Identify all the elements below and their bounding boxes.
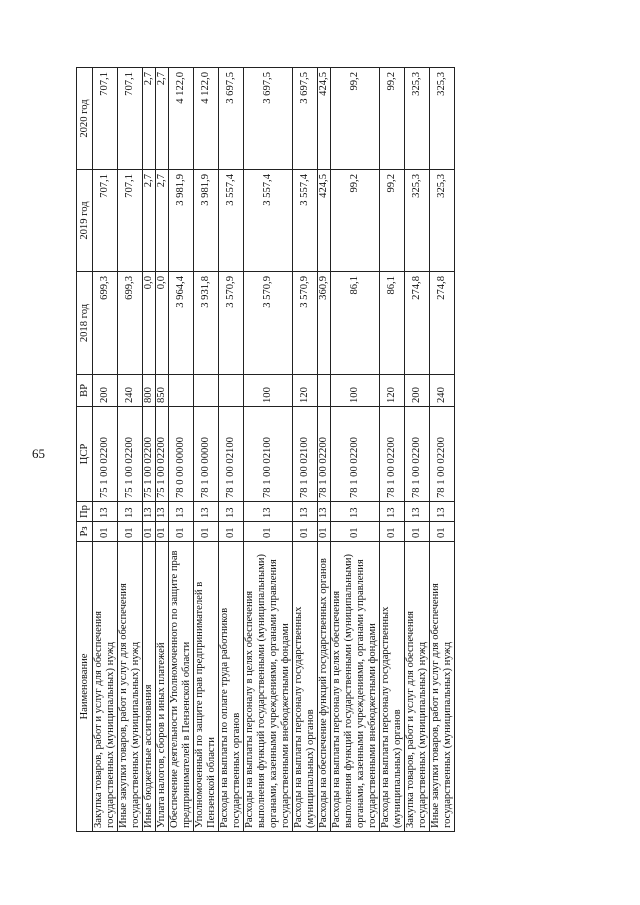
budget-table (76, 67, 455, 832)
cell-name: Закупка товаров, работ и услуг для обеспечения государственных (муниципальных) нужд (93, 542, 118, 832)
cell-2020: 2,7 (143, 68, 156, 170)
cell-2020: 4 122,0 (194, 68, 219, 170)
table-row (430, 68, 455, 832)
cell-csr: 78 1 00 02200 (405, 407, 430, 502)
cell-csr: 75 1 00 02200 (118, 407, 143, 502)
cell-vr: 850 (156, 375, 169, 407)
cell-pr: 13 (380, 502, 405, 522)
cell-name: Расходы на выплаты персоналу государственных (муниципальных) органов (380, 542, 405, 832)
cell-2018: 274,8 (405, 272, 430, 375)
table-header-row (77, 68, 93, 832)
cell-pr: 13 (405, 502, 430, 522)
cell-csr: 75 1 00 02200 (143, 407, 156, 502)
header-rz: Рз (77, 522, 93, 542)
cell-rz: 01 (156, 522, 169, 542)
table-row (169, 68, 194, 832)
cell-2018: 3 570,9 (293, 272, 318, 375)
page-number: 65 (32, 446, 45, 461)
cell-2019: 3 981,9 (194, 170, 219, 272)
cell-pr: 13 (143, 502, 156, 522)
cell-2020: 325,3 (405, 68, 430, 170)
cell-2018: 0,0 (143, 272, 156, 375)
cell-2018: 86,1 (331, 272, 380, 375)
cell-pr: 13 (194, 502, 219, 522)
table-row (405, 68, 430, 832)
cell-2018: 86,1 (380, 272, 405, 375)
cell-rz: 01 (380, 522, 405, 542)
cell-2019: 424,5 (318, 170, 331, 272)
header-vr: ВР (77, 375, 93, 407)
cell-rz: 01 (318, 522, 331, 542)
table-row (143, 68, 156, 832)
cell-name: Расходы на выплаты персоналу государственных (муниципальных) органов (293, 542, 318, 832)
table-row (318, 68, 331, 832)
cell-name: Иные бюджетные ассигнования (143, 542, 156, 832)
cell-name: Расходы на выплаты персоналу в целях обеспечения выполнения функций государственными (муниципальными) органами, казенными учреждениями, органами управления государственными внебюджетными фондами (244, 542, 293, 832)
cell-csr: 78 1 00 02200 (430, 407, 455, 502)
header-name: Наименование (77, 542, 93, 832)
cell-2020: 707,1 (118, 68, 143, 170)
cell-name: Уплата налогов, сборов и иных платежей (156, 542, 169, 832)
cell-rz: 01 (430, 522, 455, 542)
table-row (380, 68, 405, 832)
cell-rz: 01 (194, 522, 219, 542)
cell-2019: 99,2 (331, 170, 380, 272)
cell-rz: 01 (93, 522, 118, 542)
cell-csr: 78 0 00 00000 (169, 407, 194, 502)
cell-2019: 325,3 (430, 170, 455, 272)
cell-name: Расходы на выплаты персоналу в целях обеспечения выполнения функций государственными (муниципальными) органами, казенными учреждениями, органами управления государственными внебюджетными фондами (331, 542, 380, 832)
cell-pr: 13 (219, 502, 244, 522)
table-row (93, 68, 118, 832)
cell-rz: 01 (405, 522, 430, 542)
cell-2019: 99,2 (380, 170, 405, 272)
cell-2019: 3 557,4 (219, 170, 244, 272)
header-csr: ЦСР (77, 407, 93, 502)
cell-rz: 01 (244, 522, 293, 542)
cell-vr: 120 (293, 375, 318, 407)
cell-csr: 78 1 00 02100 (244, 407, 293, 502)
cell-rz: 01 (143, 522, 156, 542)
cell-csr: 78 1 00 02200 (318, 407, 331, 502)
cell-csr: 78 1 00 02100 (219, 407, 244, 502)
cell-vr (194, 375, 219, 407)
cell-csr: 75 1 00 02200 (93, 407, 118, 502)
cell-pr: 13 (293, 502, 318, 522)
cell-name: Расходы на выплаты по оплате труда работников государственных органов (219, 542, 244, 832)
cell-pr: 13 (118, 502, 143, 522)
cell-pr: 13 (156, 502, 169, 522)
cell-2019: 325,3 (405, 170, 430, 272)
cell-2018: 360,9 (318, 272, 331, 375)
cell-csr: 75 1 00 02200 (156, 407, 169, 502)
cell-2018: 3 570,9 (244, 272, 293, 375)
cell-2018: 699,3 (118, 272, 143, 375)
cell-2019: 2,7 (156, 170, 169, 272)
cell-2018: 699,3 (93, 272, 118, 375)
cell-name: Обеспечение деятельности Уполномоченного по защите прав предпринимателей в Пензенской области (169, 542, 194, 832)
cell-2019: 707,1 (118, 170, 143, 272)
cell-2019: 3 557,4 (244, 170, 293, 272)
table-row (194, 68, 219, 832)
cell-2019: 3 981,9 (169, 170, 194, 272)
cell-pr: 13 (93, 502, 118, 522)
header-pr: Пр (77, 502, 93, 522)
cell-name: Уполномоченный по защите прав предпринимателей в Пензенской области (194, 542, 219, 832)
cell-vr (219, 375, 244, 407)
cell-2020: 707,1 (93, 68, 118, 170)
cell-2018: 3 931,8 (194, 272, 219, 375)
cell-vr: 200 (405, 375, 430, 407)
header-2020: 2020 год (77, 68, 93, 170)
cell-pr: 13 (430, 502, 455, 522)
cell-vr: 240 (430, 375, 455, 407)
cell-vr (169, 375, 194, 407)
cell-2018: 274,8 (430, 272, 455, 375)
cell-vr: 200 (93, 375, 118, 407)
cell-rz: 01 (219, 522, 244, 542)
table-row (219, 68, 244, 832)
cell-pr: 13 (244, 502, 293, 522)
cell-csr: 78 1 00 02200 (380, 407, 405, 502)
cell-csr: 78 1 00 02100 (293, 407, 318, 502)
cell-rz: 01 (169, 522, 194, 542)
header-2018: 2018 год (77, 272, 93, 375)
cell-2019: 3 557,4 (293, 170, 318, 272)
cell-2018: 0,0 (156, 272, 169, 375)
cell-2020: 2,7 (156, 68, 169, 170)
cell-vr: 800 (143, 375, 156, 407)
header-2019: 2019 год (77, 170, 93, 272)
cell-rz: 01 (293, 522, 318, 542)
cell-2020: 325,3 (430, 68, 455, 170)
cell-2020: 99,2 (380, 68, 405, 170)
cell-2020: 3 697,5 (244, 68, 293, 170)
cell-csr: 78 1 00 00000 (194, 407, 219, 502)
cell-name: Закупка товаров, работ и услуг для обеспечения государственных (муниципальных) нужд (405, 542, 430, 832)
table-row (156, 68, 169, 832)
budget-table-rotated (76, 68, 556, 832)
cell-vr: 120 (380, 375, 405, 407)
cell-name: Иные закупки товаров, работ и услуг для обеспечения государственных (муниципальных) нужд (430, 542, 455, 832)
cell-csr: 78 1 00 02200 (331, 407, 380, 502)
cell-2020: 424,5 (318, 68, 331, 170)
cell-vr: 100 (244, 375, 293, 407)
cell-vr: 100 (331, 375, 380, 407)
cell-name: Иные закупки товаров, работ и услуг для обеспечения государственных (муниципальных) нужд (118, 542, 143, 832)
cell-vr (318, 375, 331, 407)
cell-2019: 707,1 (93, 170, 118, 272)
table-row (244, 68, 293, 832)
cell-2020: 99,2 (331, 68, 380, 170)
cell-pr: 13 (169, 502, 194, 522)
cell-name: Расходы на обеспечение функций государственных органов (318, 542, 331, 832)
cell-2020: 4 122,0 (169, 68, 194, 170)
cell-rz: 01 (331, 522, 380, 542)
table-body (93, 68, 455, 832)
cell-vr: 240 (118, 375, 143, 407)
table-row (118, 68, 143, 832)
cell-pr: 13 (331, 502, 380, 522)
cell-2018: 3 570,9 (219, 272, 244, 375)
table-row (331, 68, 380, 832)
table-row (293, 68, 318, 832)
cell-2020: 3 697,5 (293, 68, 318, 170)
cell-2019: 2,7 (143, 170, 156, 272)
cell-pr: 13 (318, 502, 331, 522)
cell-2018: 3 964,4 (169, 272, 194, 375)
cell-2020: 3 697,5 (219, 68, 244, 170)
cell-rz: 01 (118, 522, 143, 542)
